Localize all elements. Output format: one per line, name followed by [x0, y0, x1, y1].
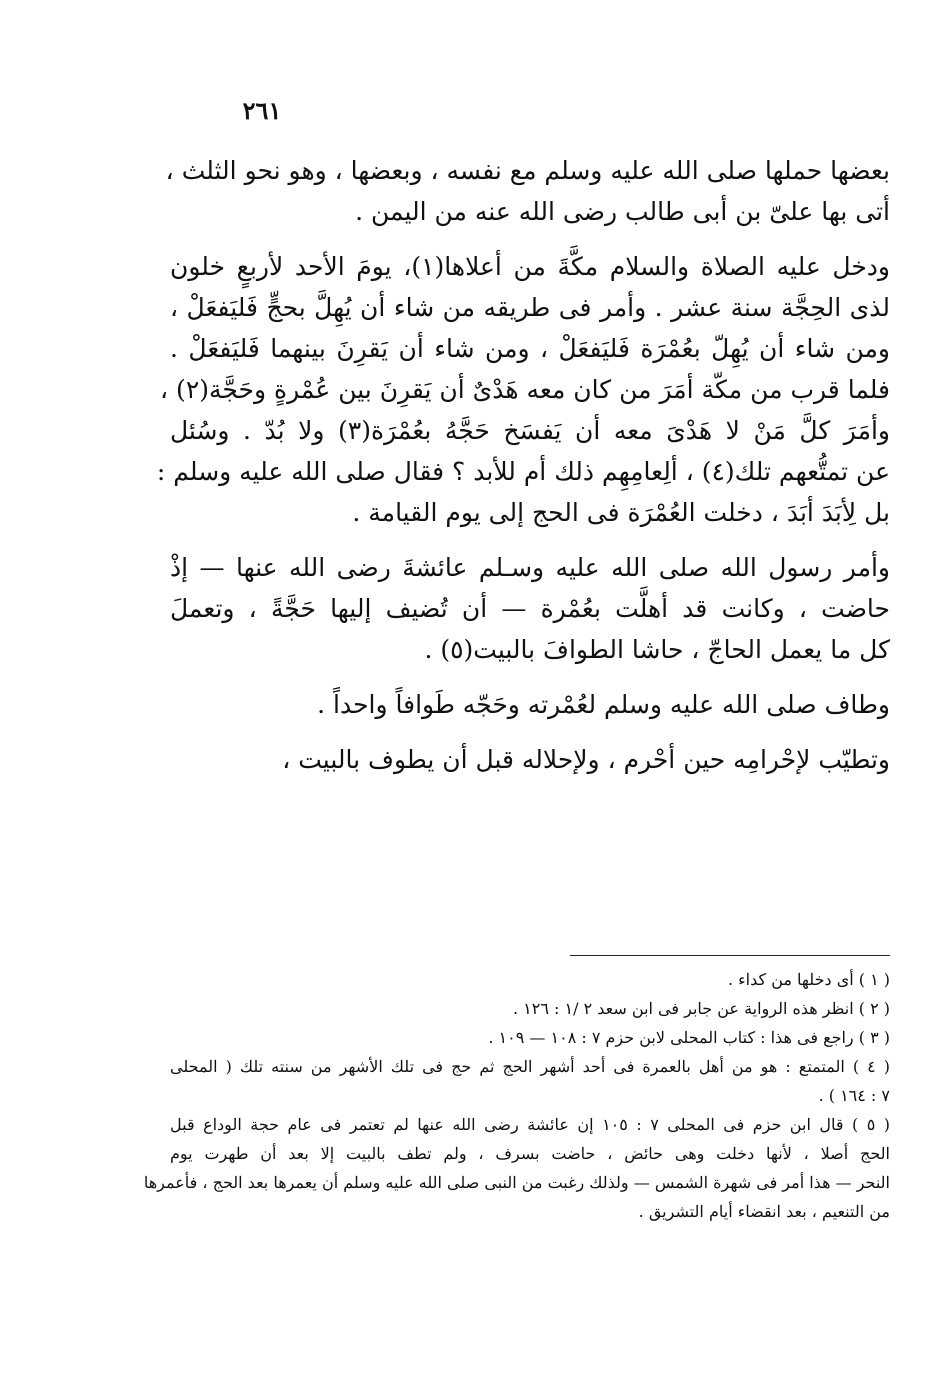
paragraph: [170, 739, 890, 780]
footnote-line: ( ٤ ) المتمتع : هو من أهل بالعمرة فى أحد أشهر الحج ثم حج فى تلك الأشهر من سنته تلك ( المحلى: [170, 1057, 890, 1076]
paragraph: [165, 150, 890, 232]
page-number: ٢٦١: [242, 96, 282, 125]
text-line: أتى بها علىّ بن أبى طالب رضى الله عنه من اليمن .: [355, 197, 890, 226]
footnote: [170, 1052, 890, 1110]
text-line: وأمَرَ كلَّ مَنْ لا هَدْىَ معه أن يَفسَخ حَجَّهُ بعُمْرَة(٣) ولا بُدّ . وسُئل: [170, 416, 890, 445]
text-line: وأمر رسول الله صلى الله عليه وسـلم عائشةَ رضى الله عنها — إذْ: [170, 553, 890, 582]
footnote-line: ٧ : ١٦٤ ) .: [818, 1086, 890, 1105]
text-line: عن تمتُّعهم تلك(٤) ، ألِعامِهِم ذلك أم للأبد ؟ فقال صلى الله عليه وسلم :: [156, 457, 890, 486]
text-line: حاضت ، وكانت قد أهلَّت بعُمْرة — أن تُضيف إليها حَجَّةً ، وتعملَ: [170, 594, 890, 623]
paragraph: [156, 246, 890, 533]
text-line: بعضها حملها صلى الله عليه وسلم مع نفسه ، وبعضها ، وهو نحو الثلث ،: [165, 156, 890, 185]
main-text: [156, 150, 890, 794]
footnote-divider: [570, 955, 890, 956]
text-line: كل ما يعمل الحاجّ ، حاشا الطوافَ بالبيت(٥) .: [424, 635, 890, 664]
footnote: [170, 965, 890, 994]
footnote-line: الحج أصلا ، لأنها دخلت وهى حائض ، حاضت بسرف ، ولم تطف بالبيت إلا بعد أن طهرت يوم: [170, 1144, 890, 1163]
text-line: فلما قرب من مكّة أمَرَ من كان معه هَدْىٌ أن يَقرِنَ بين عُمْرةٍ وحَجَّة(٢) ،: [160, 375, 890, 404]
text-line: ودخل عليه الصلاة والسلام مكَّةَ من أعلاها(١)، يومَ الأحد لأربعٍ خلون: [170, 252, 890, 281]
text-line: ومن شاء أن يُهِلّ بعُمْرَة فَليَفعَلْ ، ومن شاء أن يَقرِنَ بينهما فَليَفعَلْ .: [170, 334, 890, 363]
paragraph: [170, 684, 890, 725]
footnote: [170, 994, 890, 1023]
paragraph: [170, 547, 890, 670]
footnote-line: ( ٣ ) راجع فى هذا : كتاب المحلى لابن حزم ٧ : ١٠٨ — ١٠٩ .: [488, 1028, 890, 1047]
footnote-line: ( ٥ ) قال ابن حزم فى المحلى ٧ : ١٠٥ إن عائشة رضى الله عنها لم تعتمر فى عام حجة الوداع قبل: [170, 1115, 891, 1134]
text-line: بل لِأبَدَ أبَدَ ، دخلت العُمْرَة فى الحج إلى يوم القيامة .: [352, 498, 890, 527]
footnote-line: النحر — هذا أمر فى شهرة الشمس — ولذلك رغبت من النبى صلى الله عليه وسلم أن يعمرها بعد الحج ، فأعمرها: [143, 1173, 890, 1192]
footnote-line: من التنعيم ، بعد انقضاء أيام التشريق .: [638, 1202, 890, 1221]
footnote: [170, 1023, 890, 1052]
text-line: وطاف صلى الله عليه وسلم لعُمْرته وحَجّه طَوافاً واحداً .: [317, 690, 890, 719]
footnote-line: ( ٢ ) انظر هذه الرواية عن جابر فى ابن سعد ٢ /١ : ١٢٦ .: [513, 999, 890, 1018]
text-line: وتطيّب لإحْرامِه حين أحْرم ، ولإحلاله قبل أن يطوف بالبيت ،: [282, 745, 890, 774]
footnotes: [143, 965, 891, 1226]
footnote-line: ( ١ ) أى دخلها من كداء .: [727, 970, 890, 989]
text-line: لذى الحِجَّة سنة عشر . وأمر فى طريقه من شاء أن يُهِلَّ بحجٍّ فَليَفعَلْ ،: [170, 293, 890, 322]
footnote: [143, 1110, 891, 1226]
